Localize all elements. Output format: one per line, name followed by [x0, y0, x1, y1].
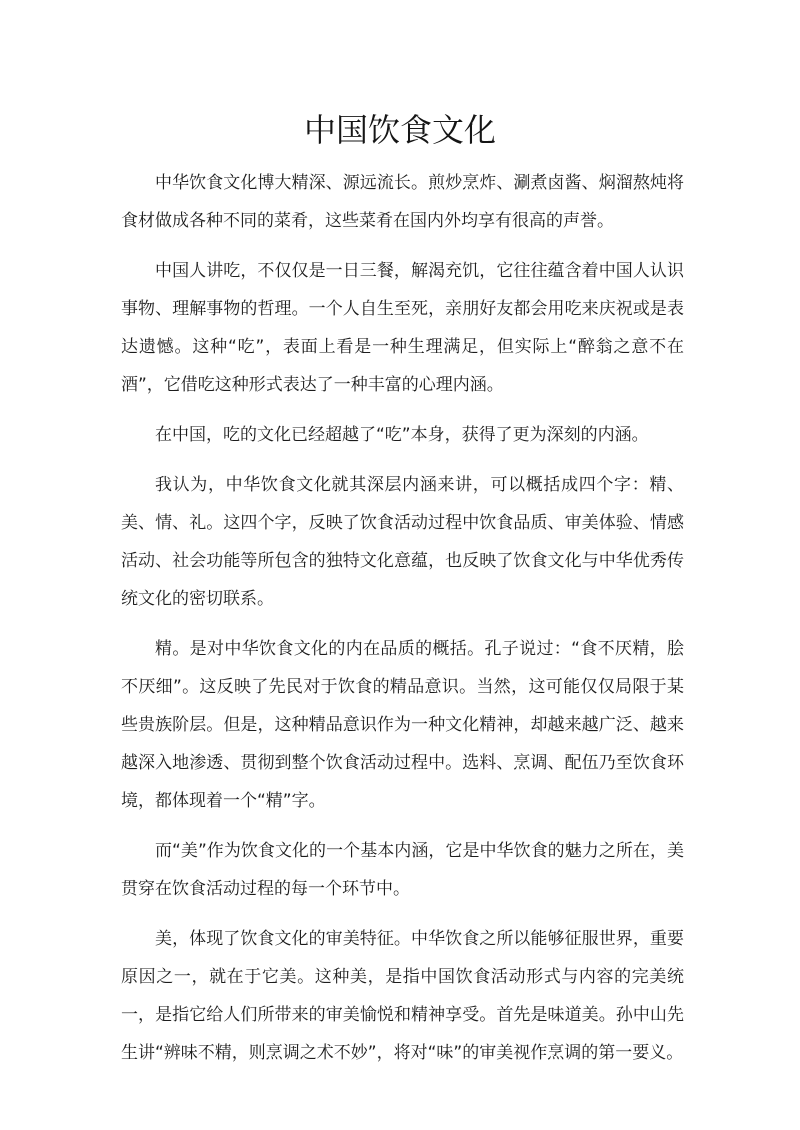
document-body: [121, 164, 684, 1084]
paragraph: 美，体现了饮食文化的审美特征。中华饮食之所以能够征服世界，重要原因之一，就在于它美。这种美，是指中国饮食活动形式与内容的完美统一，是指它给人们所带来的审美愉悦和精神享受。首先是味道美。孙中山先生讲“辨味不精，则烹调之术不妙”，将对“味”的审美视作烹调的第一要义。: [121, 929, 684, 1063]
paragraph: 而“美”作为饮食文化的一个基本内涵，它是中华饮食的魅力之所在，美贯穿在饮食活动过程的每一个环节中。: [121, 841, 684, 899]
paragraph: 中华饮食文化博大精深、源远流长。煎炒烹炸、涮煮卤酱、焖溜熬炖将食材做成各种不同的菜肴，这些菜肴在国内外均享有很高的声誉。: [121, 173, 684, 231]
paragraph: 中国人讲吃，不仅仅是一日三餐，解渴充饥，它往往蕴含着中国人认识事物、理解事物的哲理。一个人自生至死，亲朋好友都会用吃来庆祝或是表达遗憾。这种“吃”，表面上看是一种生理满足，但实际上“醉翁之意不在酒”，它借吃这种形式表达了一种丰富的心理内涵。: [121, 261, 684, 395]
paragraph: 精。是对中华饮食文化的内在品质的概括。孔子说过：“食不厌精，脍不厌细”。这反映了先民对于饮食的精品意识。当然，这可能仅仅局限于某些贵族阶层。但是，这种精品意识作为一种文化精神，却越来越广泛、越来越深入地渗透、贯彻到整个饮食活动过程中。选料、烹调、配伍乃至饮食环境，都体现着一个“精”字。: [121, 639, 684, 811]
paragraph: 我认为，中华饮食文化就其深层内涵来讲，可以概括成四个字：精、美、情、礼。这四个字，反映了饮食活动过程中饮食品质、审美体验、情感活动、社会功能等所包含的独特文化意蕴，也反映了饮食文化与中华优秀传统文化的密切联系。: [121, 475, 684, 609]
document-title: 中国饮食文化: [303, 111, 496, 149]
paragraph: 在中国，吃的文化已经超越了“吃”本身，获得了更为深刻的内涵。: [155, 425, 649, 445]
